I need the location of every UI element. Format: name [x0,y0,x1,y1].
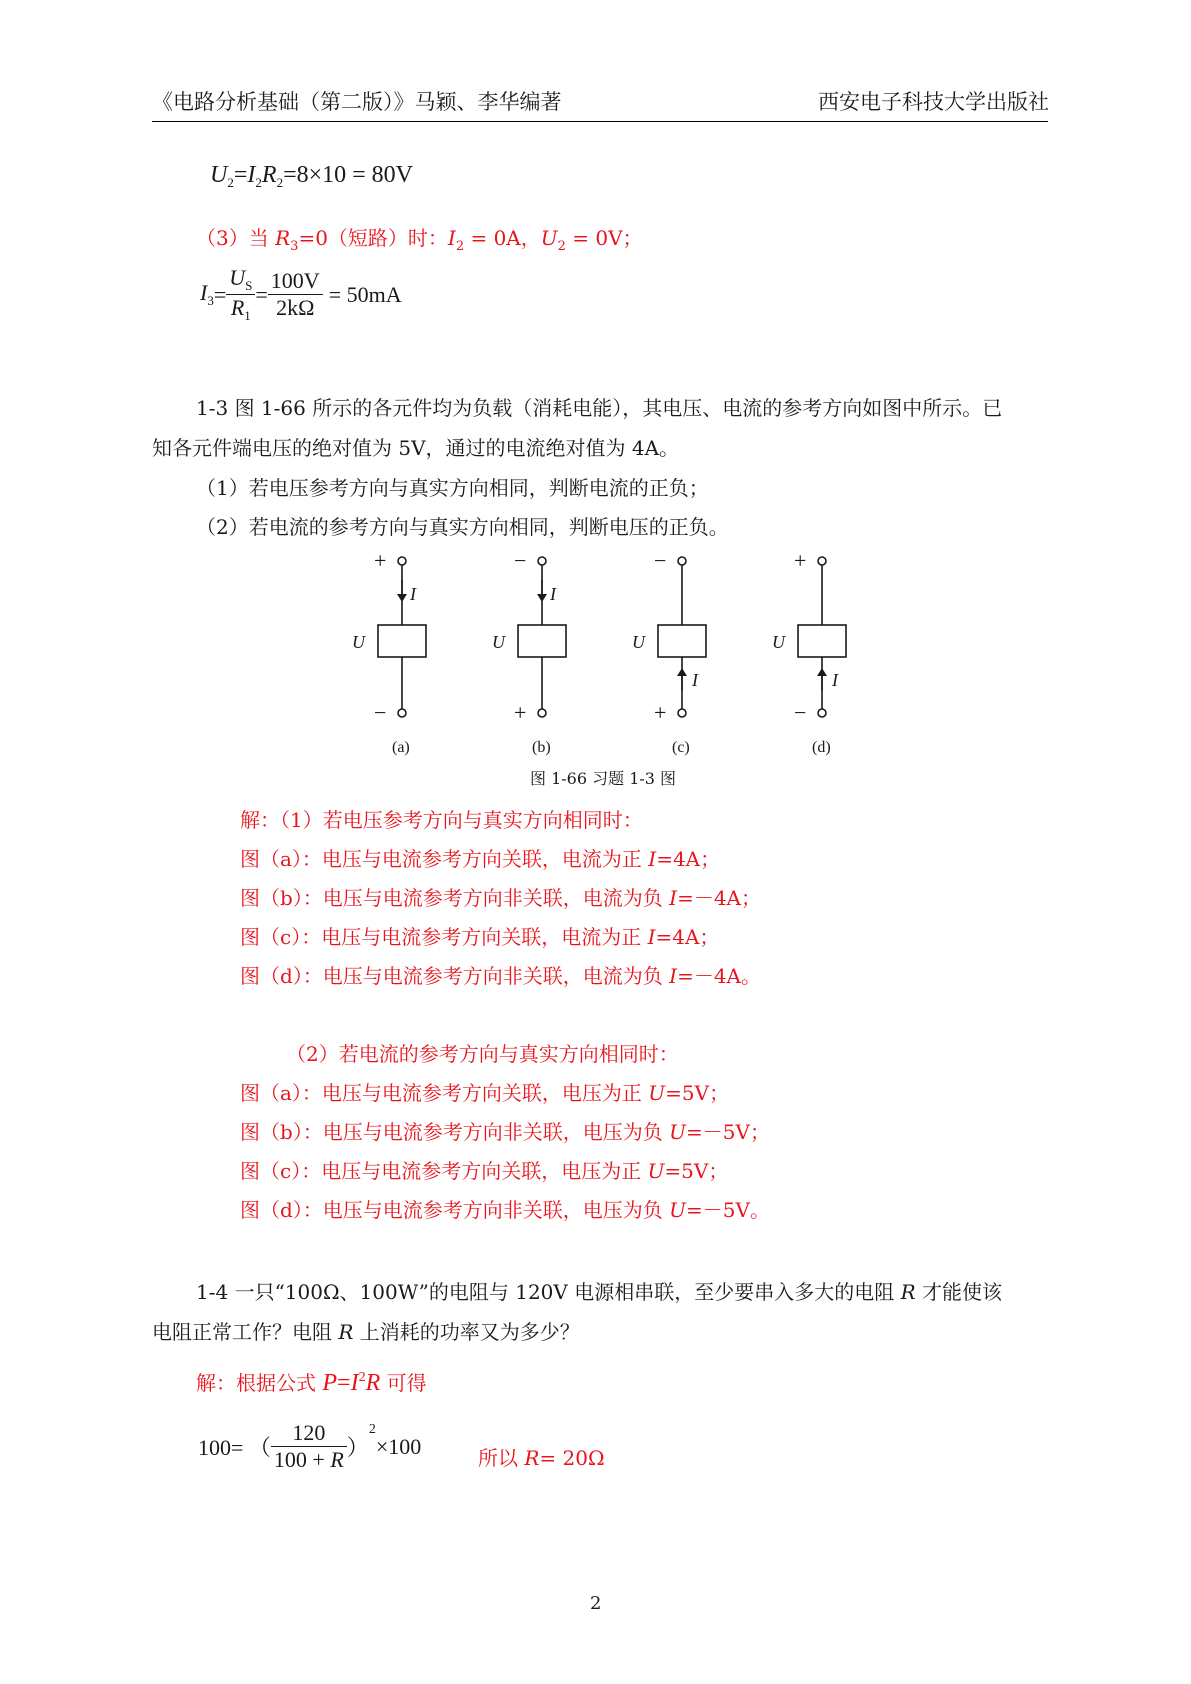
problem-1-4-line1 [196,1276,1002,1305]
problem-1-4-line2 [152,1316,580,1345]
sub: 2 [227,175,234,190]
answer-r [478,1442,605,1471]
var-i: I [200,280,208,305]
var-u: U [210,162,228,188]
value: =5V； [665,1081,730,1105]
label-u-a: U [352,632,365,652]
var-r: R [338,1320,354,1344]
text: 1-4 一只“100Ω、100W”的电阻与 120V 电源相串联，至少要串入多大的电阻 [196,1280,901,1304]
var-i: I [247,162,256,188]
solution-1-3-intro1: 解：（1）若电压参考方向与真实方向相同时： [240,808,643,832]
eq-lhs: 100= （ [198,1435,271,1460]
sub: 2 [455,239,465,254]
eq-sign: = [255,281,268,307]
var-i: I [647,925,656,949]
text: 解：根据公式 [196,1371,323,1395]
problem-1-3-q2: （2）若电流的参考方向与真实方向相同，判断电压的正负。 [196,515,729,539]
text: 图（c）：电压与电流参考方向关联，电流为正 [240,925,648,949]
figure-1-66 [330,548,870,758]
sub: 3 [290,239,299,254]
text: 图（c）：电压与电流参考方向关联，电压为正 [240,1159,648,1183]
close-paren: ） [346,1435,369,1460]
value: =－5V。 [686,1198,770,1222]
terminal-plus-c: + [654,700,667,725]
terminal-minus-d: − [794,700,807,725]
sub: 3 [207,293,214,308]
var-r: R [524,1446,540,1470]
times: ×100 [375,1433,422,1459]
label-i-b: I [550,584,556,604]
case-3-line [196,222,643,254]
solution-line [240,843,720,872]
text: 图（b）：电压与电流参考方向非关联，电流为负 [240,886,670,910]
label-c: (c) [672,739,690,756]
problem-1-3-line1: 1-3 图 1-66 所示的各元件均为负载（消耗电能），其电压、电流的参考方向如图中所示。已 [196,396,1003,420]
solution-line [240,960,761,989]
sub: S [245,278,253,293]
solution-line [240,1077,729,1106]
fraction-120 [271,1420,347,1473]
var-r: R [230,295,245,320]
var-i: I [350,1370,359,1396]
numerator: 120 [271,1420,347,1447]
equation-u2 [210,162,413,191]
var-i: I [669,886,678,910]
eq-sign: = [213,281,227,307]
terminal-plus-a: + [374,548,387,573]
terminal-minus-c: − [654,548,667,573]
value: = 20Ω [539,1446,605,1470]
text: 所以 [478,1446,525,1470]
terminal-plus-d: + [794,548,807,573]
var-r: R [900,1280,916,1304]
label-u-d: U [772,632,785,652]
var-r: R [275,226,291,250]
value: =－4A。 [677,964,762,988]
label-d: (d) [812,739,831,756]
var-i: I [648,847,657,871]
sub: 1 [244,308,251,323]
solution-line [240,882,761,911]
eq-sign: = [233,162,248,188]
text: = 0A， [464,226,541,250]
eq-sign: = [337,1370,351,1396]
var-r: R [365,1370,381,1396]
value: =4A； [655,925,720,949]
sub: 2 [276,175,284,190]
value: =5V； [664,1159,729,1183]
solution-1-3-intro2: （2）若电流的参考方向与真实方向相同时： [286,1042,679,1066]
fraction-values [268,268,323,321]
solution-line [240,1116,770,1145]
var-r: R [330,1447,344,1472]
text: 图（b）：电压与电流参考方向非关联，电压为负 [240,1120,670,1144]
exponent: 2 [358,1370,366,1385]
var-r: R [261,162,277,188]
label-u-b: U [492,632,505,652]
text: 才能使该 [915,1280,1002,1304]
label-i-d: I [832,670,838,690]
text: 图（d）：电压与电流参考方向非关联，电压为负 [240,1198,670,1222]
var-u: U [669,1198,687,1222]
result: = 50mA [328,281,402,307]
equation-power [198,1420,421,1473]
terminal-minus-a: − [374,700,387,725]
var-u: U [669,1120,687,1144]
denominator [271,1447,347,1473]
label-i-c: I [692,670,698,690]
problem-1-3-line2: 知各元件端电压的绝对值为 5V，通过的电流绝对值为 4A。 [152,436,680,460]
label-b: (b) [532,739,551,756]
eq-rest: =8×10 = 80V [283,162,413,188]
problem-1-3-q1: （1）若电压参考方向与真实方向相同，判断电流的正负； [196,476,709,500]
value: =－4A； [677,886,762,910]
text: 图（a）：电压与电流参考方向关联，电流为正 [240,847,649,871]
text: =0（短路）时： [298,226,448,250]
text: 可得 [380,1371,427,1395]
solution-1-4-intro [196,1367,427,1397]
solution-line [240,921,719,950]
text: 100 + [273,1447,331,1472]
text: 图（d）：电压与电流参考方向非关联，电流为负 [240,964,670,988]
label-u-c: U [632,632,645,652]
text: 上消耗的功率又为多少？ [353,1320,580,1344]
var-i: I [447,226,456,250]
value: =－5V； [686,1120,770,1144]
terminal-plus-b: + [514,700,527,725]
numerator: 100V [268,268,323,295]
publisher: 西安电子科技大学出版社 [818,90,1049,114]
value: =4A； [656,847,721,871]
terminal-minus-b: − [514,548,527,573]
page-number: 2 [590,1593,602,1614]
var-i: I [669,964,678,988]
book-title: 《电路分析基础（第二版）》马颖、李华编著 [152,90,562,114]
header-rule [152,121,1048,122]
solution-line [240,1155,728,1184]
var-p: P [322,1370,338,1396]
solution-line [240,1194,770,1223]
var-u: U [648,1081,666,1105]
equation-i3 [200,265,402,324]
fraction-us-r1 [226,265,255,324]
var-u: U [540,226,558,250]
text: 电阻正常工作？电阻 [152,1320,339,1344]
exponent: 2 [368,1422,376,1437]
sub: 2 [557,239,566,254]
text: （3）当 [196,226,276,250]
sub: 2 [255,175,262,190]
figure-caption: 图 1-66 习题 1-3 图 [530,769,677,788]
text: 图（a）：电压与电流参考方向关联，电压为正 [240,1081,649,1105]
label-a: (a) [392,739,410,756]
text: = 0V； [565,226,643,250]
label-i-a: I [410,584,416,604]
denominator: 2kΩ [276,295,315,320]
var-u: U [647,1159,665,1183]
var-u: U [229,265,246,290]
